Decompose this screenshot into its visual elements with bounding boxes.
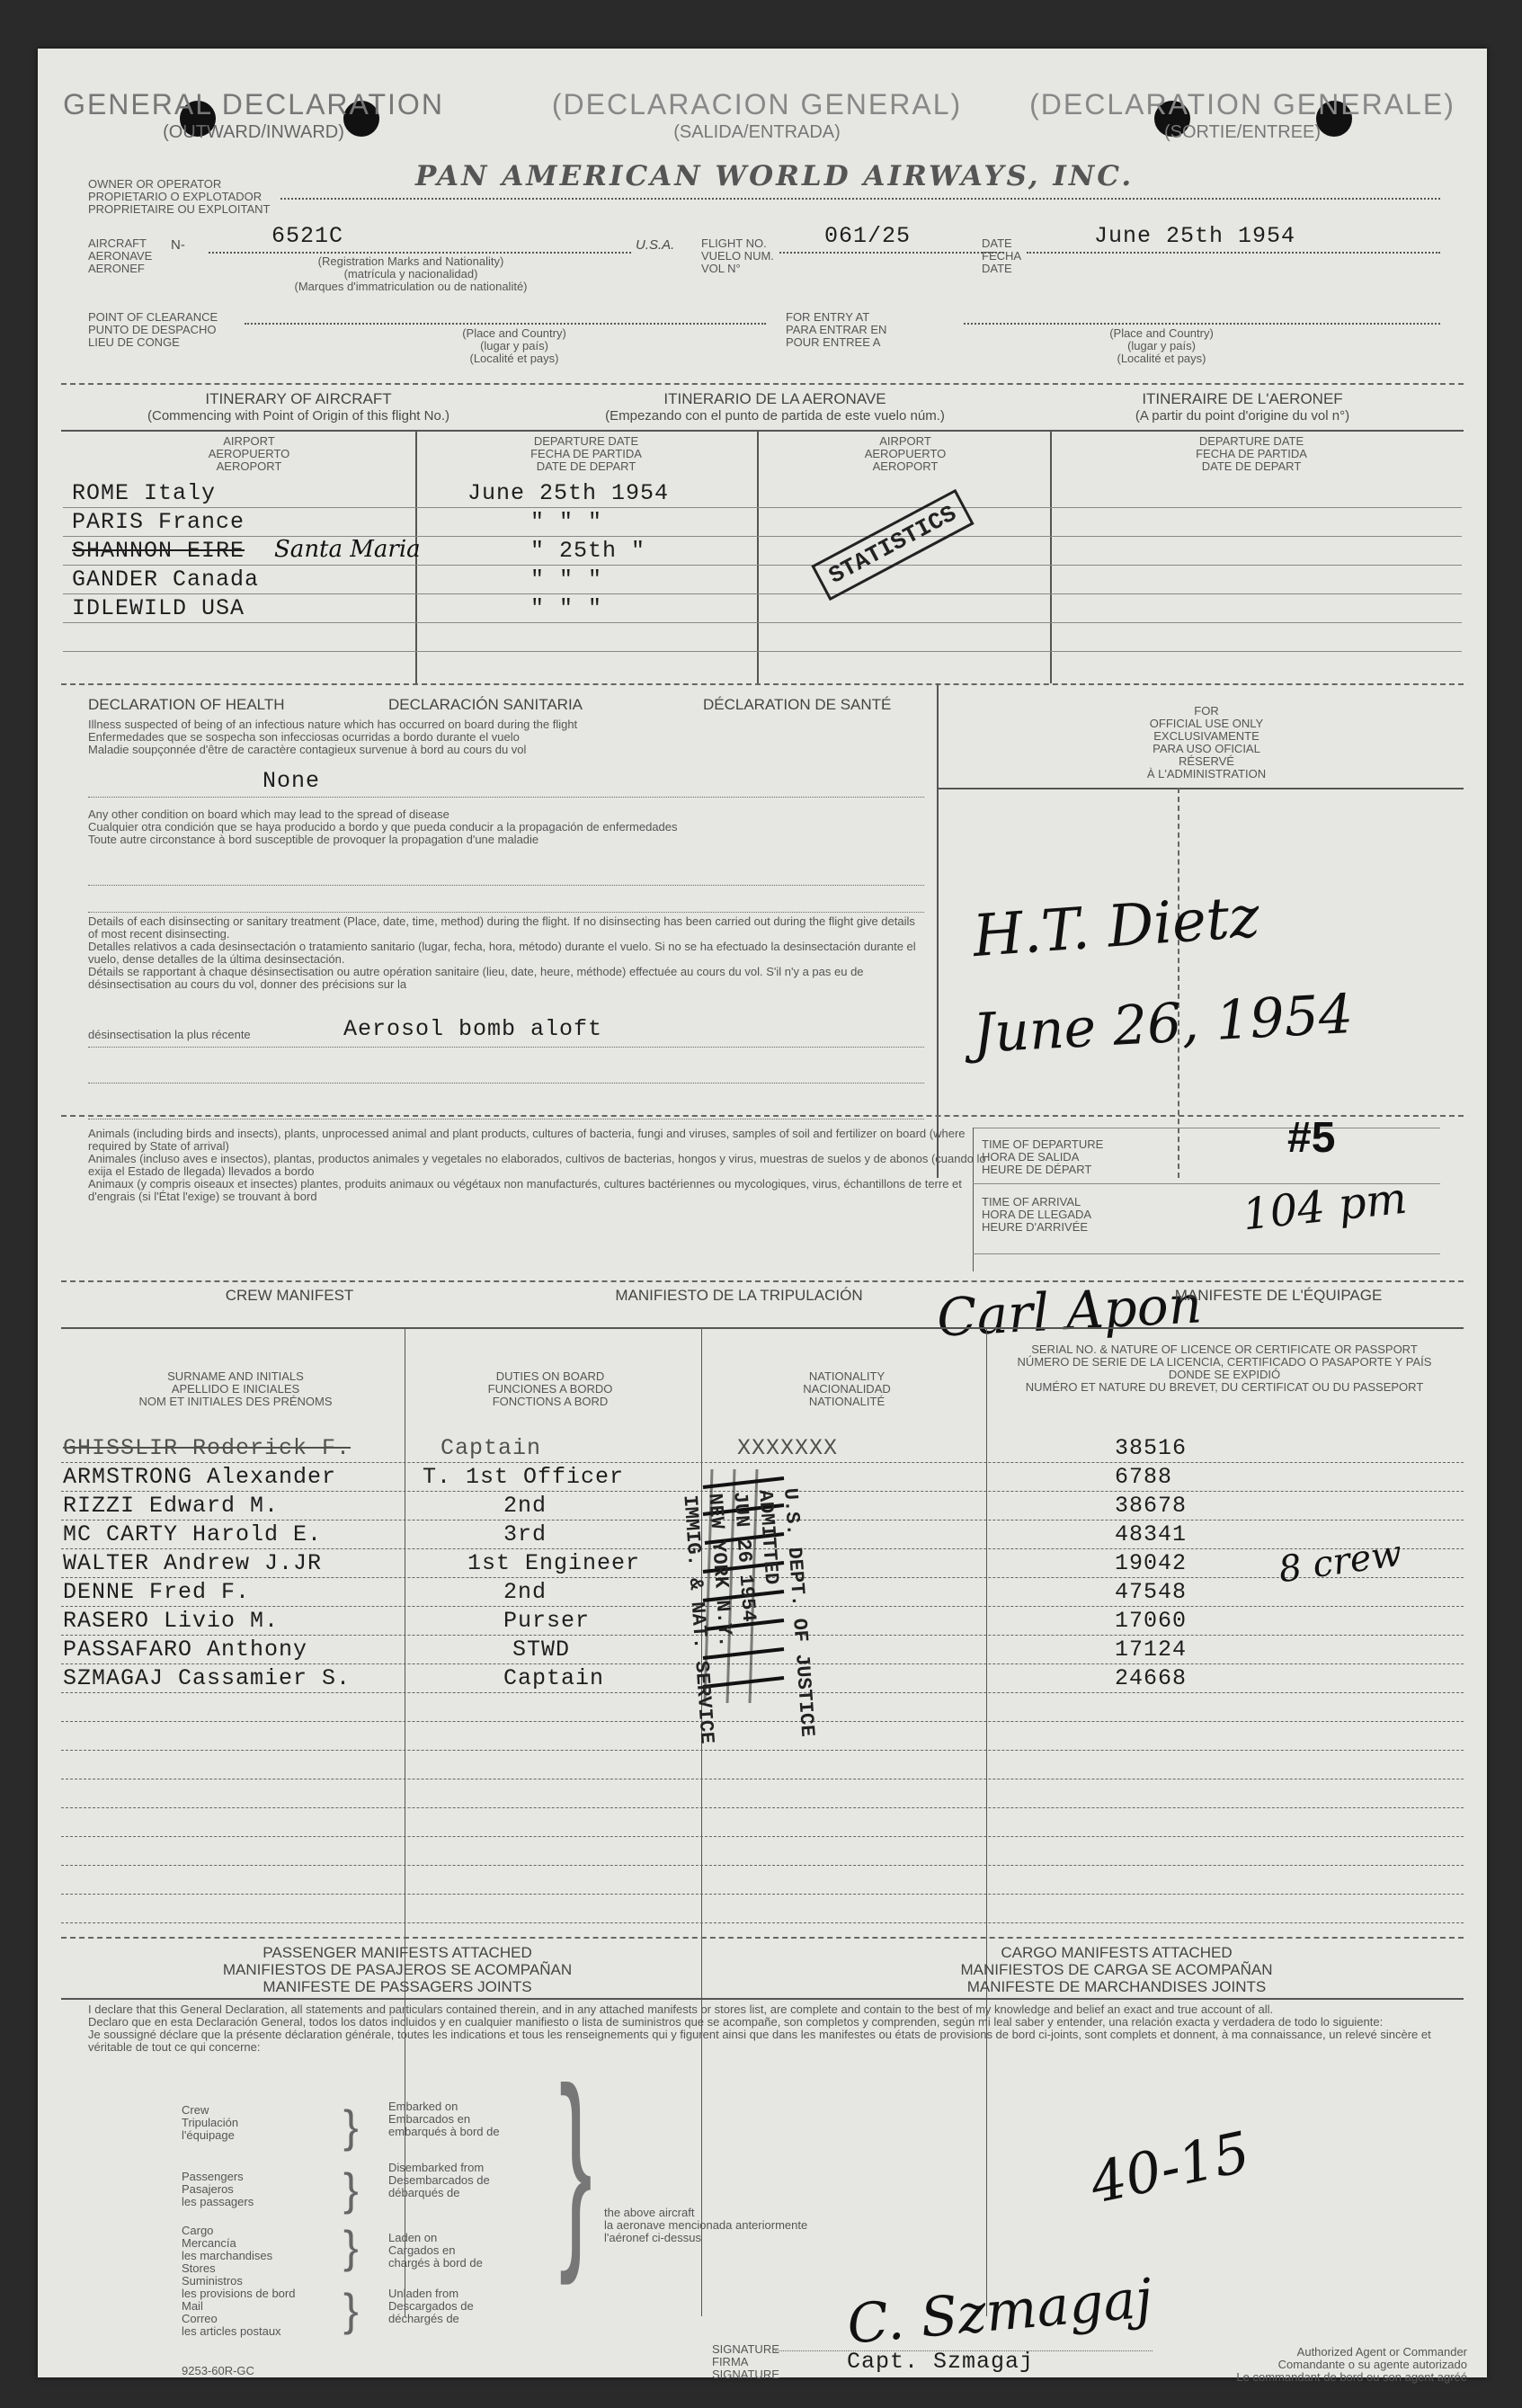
crew-name: WALTER Andrew J.JR — [63, 1550, 323, 1576]
admitted-stamp: U.S. DEPT. OF JUSTICE ADMITTED JUN 26 1954 NEW YORK N.Y. IMMIG. & NAT. SERVICE — [678, 1487, 819, 1745]
crew-license: 47548 — [1115, 1579, 1188, 1605]
entry-label: FOR ENTRY AT PARA ENTRAR EN POUR ENTREE A — [786, 310, 887, 349]
health-title-fr: DÉCLARATION DE SANTÉ — [703, 696, 892, 713]
aircraft-no-prefix: N- — [171, 237, 185, 253]
disembarked-label: Disembarked from Desembarcados de débarqués de — [388, 2161, 490, 2199]
declaration-crew-group: Crew Tripulación l'équipage — [182, 2103, 239, 2142]
animals-text: Animals (including birds and insects), plants, unprocessed animal and plant products, cultures of bacteria, fungi and viruses, samples of soil and fertilizer on board (where required by State of arrival) Animales (incluso aves e insectos), plantas, productos animales y vegetales no elaborados, cultivos de bacterias, hongos y virus, muestras de suelos y de abonos (cuando lo exija el Estado de llegada) llevados a bordo Animaux (y compris oiseaux et insectes) plantes, produits animaux ou végétaux non manufacturés, cultures bactériennes ou mycologiques, virus, échantillons de terre et d'engrais (si l'État l'exige) se trouvant à bord — [88, 1127, 986, 1203]
header-title-en: GENERAL DECLARATION — [63, 88, 444, 120]
itinerary-row — [63, 565, 1462, 593]
form-number: 9253-60R-GC — [182, 2364, 254, 2377]
crew-row — [63, 1433, 1462, 1462]
arrival-label: TIME OF ARRIVAL HORA DE LLEGADA HEURE D'ARRIVÉE — [982, 1195, 1092, 1234]
operator-label: OWNER OR OPERATOR PROPIETARIO O EXPLOTADOR PROPRIETAIRE OU EXPLOITANT — [88, 177, 271, 216]
crew-col-nationality: NATIONALITY NACIONALIDAD NATIONALITÉ — [803, 1369, 891, 1408]
itinerary-date: " " " — [530, 595, 603, 621]
itinerary-row — [63, 507, 1462, 536]
crew-duty: T. 1st Officer — [423, 1464, 625, 1490]
declaration-cargo-group: Cargo Mercancía les marchandises Stores Suministros les provisions de bord Mail Correo les articles postaux — [182, 2224, 296, 2338]
itinerary-airport: IDLEWILD USA — [72, 595, 245, 621]
cargo-manifest-es: MANIFIESTOS DE CARGA SE ACOMPAÑAN — [960, 1961, 1273, 1978]
signature-handwritten: C. Szmagaj — [844, 2267, 1155, 2357]
crew-col-name: SURNAME AND INITIALS APELLIDO E INICIALES NOM ET INITIALES DES PRÉNOMS — [138, 1369, 333, 1408]
itinerary-title-en: ITINERARY OF AIRCRAFT — [205, 390, 392, 407]
clearance-place-note: (Place and Country) (lugar y país) (Localité et pays) — [462, 326, 566, 365]
header-sub-en: (OUTWARD/INWARD) — [163, 122, 344, 142]
itinerary-date: " 25th " — [530, 538, 646, 564]
crew-duty: 2nd — [503, 1579, 547, 1605]
signature-label: SIGNATURE FIRMA SIGNATURE — [712, 2342, 779, 2381]
illness-value: None — [263, 768, 321, 794]
flight-label: FLIGHT NO. VUELO NUM. VOL N° — [701, 236, 774, 275]
itinerary-airport: ROME Italy — [72, 480, 217, 506]
crew-name: RIZZI Edward M. — [63, 1493, 280, 1519]
other-condition-text: Any other condition on board which may lead to the spread of disease Cualquier otra condición que se haya producido a bordo y que pueda conducir a la propagación de enfermedades Toute autre circonstance à bord susceptible de provoquer la propagation d'une maladie — [88, 807, 678, 846]
itinerary-row — [63, 593, 1462, 622]
itin-col-date-2: DEPARTURE DATE FECHA DE PARTIDA DATE DE DEPART — [1196, 434, 1307, 473]
itinerary-airport: GANDER Canada — [72, 566, 260, 593]
aircraft-registration: 6521C — [271, 223, 344, 249]
illness-text: Illness suspected of being of an infectious nature which has occurred on board during the flight Enfermedades que se sospecha son infecciosas ocurridas a bordo durante el vuelo Maladie soupçonnée d'être de caractère contagieux survenue à bord au cours du vol — [88, 718, 578, 756]
crew-name: MC CARTY Harold E. — [63, 1521, 323, 1547]
crew-duty: 2nd — [503, 1493, 547, 1519]
itinerary-airport: SHANNON EIRE — [72, 538, 245, 564]
itinerary-date: " " " — [530, 566, 603, 593]
crew-col-license: SERIAL NO. & NATURE OF LICENCE OR CERTIFICATE OR PASSPORT NÚMERO DE SERIE DE LA LICENCIA, CERTIFICADO O PASAPORTE Y PAÍS DONDE SE EXPIDIÓ NUMÉRO ET NATURE DU BREVET, DU CERTIFICAT OU DU PASSEPORT — [1017, 1342, 1432, 1394]
crew-duty: Purser — [503, 1608, 591, 1634]
itinerary-title-fr: ITINERAIRE DE L'AERONEF — [1142, 390, 1343, 407]
crew-name: RASERO Livio M. — [63, 1608, 280, 1634]
flight-date: June 25th 1954 — [1094, 223, 1296, 249]
crew-name: DENNE Fred F. — [63, 1579, 251, 1605]
header-title-es: (DECLARACION GENERAL) — [551, 88, 963, 120]
itinerary-title-es: ITINERARIO DE LA AERONAVE — [663, 390, 886, 407]
crew-title-en: CREW MANIFEST — [225, 1287, 354, 1304]
crew-duty: Captain — [441, 1435, 542, 1461]
operator-name: PAN AMERICAN WORLD AIRWAYS, INC. — [415, 160, 1135, 192]
arrival-value: 104 pm — [1240, 1173, 1410, 1241]
laden-label: Laden on Cargados en chargés à bord de — [388, 2231, 483, 2270]
brace-1: } — [343, 2101, 359, 2152]
crew-duty: STWD — [512, 1637, 571, 1663]
itinerary-date: " " " — [530, 509, 603, 535]
itin-col-airport-2: AIRPORT AEROPUERTO AEROPORT — [864, 434, 947, 473]
header-title-fr: (DECLARATION GENERALE) — [1029, 88, 1455, 120]
handwritten-count: 40-15 — [1084, 2118, 1256, 2216]
official-use-label: FOR OFFICIAL USE ONLY EXCLUSIVAMENTE PARA USO OFICIAL RÉSERVÉ À L'ADMINISTRATION — [1146, 704, 1267, 780]
arrival-signature: Carl Apon — [935, 1273, 1204, 1349]
itin-col-date: DEPARTURE DATE FECHA DE PARTIDA DATE DE DEPART — [530, 434, 642, 473]
cargo-manifest-fr: MANIFESTE DE MARCHANDISES JOINTS — [966, 1978, 1267, 1995]
disinsect-value: Aerosol bomb aloft — [343, 1016, 603, 1042]
disinsect-text: Details of each disinsecting or sanitary treatment (Place, date, time, method) during the flight. If no disinsecting has been carried out during the flight give details of most recent disinsecting. Detalles relativos a cada desinsectación o tratamiento sanitario (lugar, fecha, hora, método) durante el vuelo. Si no se ha efectuado la desinsectación durante el vuelo, dense detalles de la última desinsectación. Détails se rapportant à chaque désinsectisation ou autre opération sanitaire (lieu, date, heure, méthode) effectuée au cours du vol. S'il n'y a pas eu de désinsectisation au cours du vol, donner des précisions sur la — [88, 914, 916, 991]
crew-license: 24668 — [1115, 1665, 1188, 1691]
aircraft-reference: the above aircraft la aeronave mencionada anteriormente l'aéronef ci-dessus — [604, 2206, 808, 2244]
crew-title-es: MANIFIESTO DE LA TRIPULACIÓN — [615, 1287, 863, 1304]
statistics-stamp: STATISTICS — [811, 489, 974, 601]
crew-license: 17060 — [1115, 1608, 1188, 1634]
health-title-en: DECLARATION OF HEALTH — [88, 696, 285, 713]
crew-license: 48341 — [1115, 1521, 1188, 1547]
big-brace: } — [559, 2043, 592, 2288]
crew-count-note: 8 crew — [1276, 1532, 1405, 1592]
clearance-label: POINT OF CLEARANCE PUNTO DE DESPACHO LIEU DE CONGE — [88, 310, 218, 349]
crew-title-fr: MANIFESTE DE L'ÉQUIPAGE — [1174, 1287, 1383, 1304]
itinerary-row — [63, 536, 1462, 565]
signature-typed: Capt. Szmagaj — [847, 2349, 1035, 2375]
crew-name: PASSAFARO Anthony — [63, 1637, 308, 1663]
crew-name: ARMSTRONG Alexander — [63, 1464, 337, 1490]
unladen-label: Unladen from Descargados de déchargés de — [388, 2287, 474, 2325]
crew-license: 6788 — [1115, 1464, 1173, 1490]
passenger-manifest-fr: MANIFESTE DE PASSAGERS JOINTS — [263, 1978, 532, 1995]
itinerary-row — [63, 478, 1462, 507]
crew-license: 19042 — [1115, 1550, 1188, 1576]
crew-duty: Captain — [503, 1665, 605, 1691]
flight-number: 061/25 — [824, 223, 912, 249]
itinerary-sub-fr: (A partir du point d'origine du vol n°) — [1135, 408, 1350, 424]
crew-duty: 1st Engineer — [467, 1550, 641, 1576]
header-sub-fr: (SORTIE/ENTREE) — [1163, 122, 1322, 142]
crew-col-duties: DUTIES ON BOARD FUNCIONES A BORDO FONCTIONS A BORD — [487, 1369, 613, 1408]
aircraft-label: AIRCRAFT AERONAVE AERONEF — [88, 236, 153, 275]
brace-2: } — [343, 2164, 359, 2215]
brace-4: } — [343, 2285, 359, 2335]
crew-duty: 3rd — [503, 1521, 547, 1547]
crew-license: 38516 — [1115, 1435, 1188, 1461]
passenger-manifest-en: PASSENGER MANIFESTS ATTACHED — [263, 1944, 532, 1961]
header-sub-es: (SALIDA/ENTRADA) — [673, 122, 841, 142]
declaration-text: I declare that this General Declaration, all statements and particulars contained therein, and in any attached manifests or stores list, are complete and contain to the best of my knowledge and belief an exact and true account of all. Declaro que en esta Declaración General, todos los datos incluidos y en cualquier manifiesto o lista de suministros que se acompañe, son completos y comprenden, según mi leal saber y entender, una relación exacta y verdadera de todo lo siguiente: Je soussigné déclare que la présente déclaration générale, toutes les indications et tous les renseignements qui y figurent ainsi que dans les manifestes ou états de provisions de bord ci-joints, sont complets et donnent, à ma connaissance, un relevé sincère et véritable de tout ce qui concerne: — [88, 2002, 1431, 2054]
disinsect-last: désinsectisation la plus récente — [88, 1028, 251, 1041]
crew-name: GHISSLIR Roderick F. — [63, 1435, 352, 1461]
itinerary-date: June 25th 1954 — [467, 480, 670, 506]
aircraft-country: U.S.A. — [636, 237, 675, 253]
health-title-es: DECLARACIÓN SANITARIA — [388, 696, 583, 713]
departure-label: TIME OF DEPARTURE HORA DE SALIDA HEURE DE DÉPART — [982, 1137, 1104, 1176]
declaration-passengers-group: Passengers Pasajeros les passagers — [182, 2170, 254, 2208]
date-label: DATE FECHA DATE — [982, 236, 1022, 275]
agent-label: Authorized Agent or Commander Comandante o su agente autorizado Le commandant de bord ou son agent agréé — [1236, 2345, 1467, 2384]
official-signature-date: June 26, 1954 — [971, 982, 1355, 1066]
aircraft-reg-note: (Registration Marks and Nationality) (matrícula y nacionalidad) (Marques d'immatriculation ou de nationalité) — [294, 254, 528, 293]
embarked-label: Embarked on Embarcados en embarqués à bord de — [388, 2100, 500, 2138]
itin-col-airport: AIRPORT AEROPUERTO AEROPORT — [208, 434, 290, 473]
passenger-manifest-es: MANIFIESTOS DE PASAJEROS SE ACOMPAÑAN — [222, 1961, 573, 1978]
general-declaration-page — [38, 49, 1487, 2384]
itinerary-airport: PARIS France — [72, 509, 245, 535]
itinerary-sub-es: (Empezando con el punto de partida de este vuelo núm.) — [605, 408, 945, 424]
crew-license: 38678 — [1115, 1493, 1188, 1519]
departure-value: #5 — [1287, 1114, 1336, 1162]
brace-3: } — [343, 2222, 359, 2272]
crew-license: 17124 — [1115, 1637, 1188, 1663]
crew-name: SZMAGAJ Cassamier S. — [63, 1665, 352, 1691]
crew-nationality: XXXXXXX — [737, 1435, 839, 1461]
official-signature-name: H.T. Dietz — [970, 883, 1262, 971]
itinerary-sub-en: (Commencing with Point of Origin of this flight No.) — [147, 408, 449, 424]
cargo-manifest-en: CARGO MANIFESTS ATTACHED — [1001, 1944, 1233, 1961]
itinerary-handwritten-note: Santa Maria — [274, 536, 421, 563]
entry-place-note: (Place and Country) (lugar y país) (Localité et pays) — [1109, 326, 1214, 365]
